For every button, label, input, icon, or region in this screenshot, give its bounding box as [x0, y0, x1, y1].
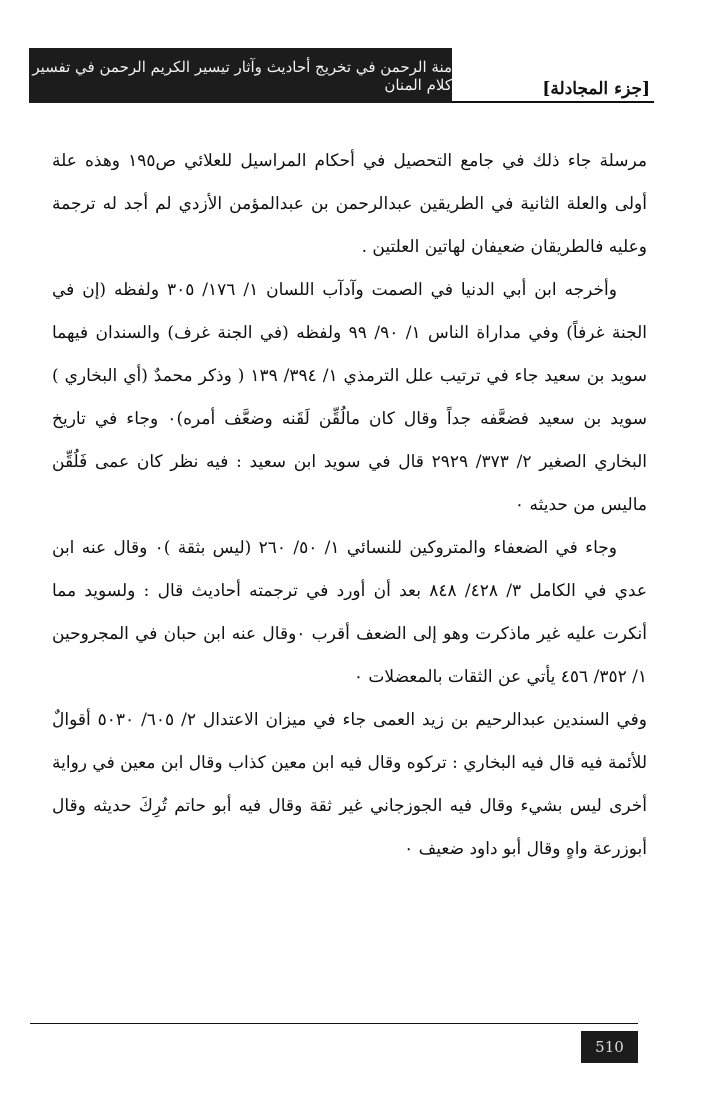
page-body	[52, 140, 647, 871]
book-title-banner	[29, 48, 452, 103]
page-number-box	[581, 1031, 638, 1063]
section-label: [جزء المجادلة]	[542, 79, 650, 99]
paragraph: مرسلة جاء ذلك في جامع التحصيل في أحكام المراسيل للعلائي ص١٩٥ وهذه علة أولى والعلة الثانية في الطريقين عبدالرحمن بن عبدالمؤمن الأزدي لم أجد له ترجمة وعليه فالطريقان ضعيفان لهاتين العلتين .	[52, 151, 647, 257]
paragraph: وأخرجه ابن أبي الدنيا في الصمت وآدآب اللسان ١/ ١٧٦/ ٣٠٥ ولفظه (إن في الجنة غرفاً) وفي مداراة الناس ١/ ٩٠/ ٩٩ ولفظه (في الجنة غرف) والسندان فيهما سويد بن سعيد جاء في ترتيب علل الترمذي ١/ ٣٩٤/ ١٣٩ ( وذكر محمدٌ (أي البخاري ) سويد بن سعيد فضعَّفه جداً وقال كان مالُقِّن لَقَنه وضعَّف أمره)٠ وجاء في تاريخ البخاري الصغير ٢/ ٣٧٣/ ٢٩٢٩ قال في سويد ابن سعيد : فيه نظر كان عمى فَلُقِّن ماليس من حديثه ٠	[52, 280, 647, 515]
book-title: منة الرحمن في تخريج أحاديث وآثار تيسير الكريم الرحمن في تفسير كلام المنان	[32, 57, 452, 94]
header-divider	[452, 101, 654, 103]
paragraph: وجاء في الضعفاء والمتروكين للنسائي ١/ ٥٠/ ٢٦٠ (ليس بثقة )٠ وقال عنه ابن عدي في الكامل ٣/ ٤٢٨/ ٨٤٨ بعد أن أورد في ترجمته أحاديث قال : ولسويد مما أنكرت عليه غير ماذكرت وهو إلى الضعف أقرب ٠وقال عنه ابن حبان في المجروحين ١/ ٣٥٢/ ٤٥٦ يأتي عن الثقات بالمعضلات ٠	[52, 538, 647, 687]
paragraph: وفي السندين عبدالرحيم بن زيد العمى جاء في ميزان الاعتدال ٢/ ٦٠٥/ ٥٠٣٠ أقوالٌ للأئمة فيه قال فيه البخاري : تركوه وقال فيه ابن معين كذاب وقال ابن معين في رواية أخرى ليس بشيء وقال فيه الجوزجاني غير ثقة وقال فيه أبو حاتم تُرِكَ حديثه وقال أبوزرعة واهٍ وقال أبو داود ضعيف ٠	[52, 710, 647, 859]
footer-divider	[30, 1023, 638, 1024]
running-header	[29, 48, 654, 103]
page-number: 510	[595, 1038, 624, 1056]
